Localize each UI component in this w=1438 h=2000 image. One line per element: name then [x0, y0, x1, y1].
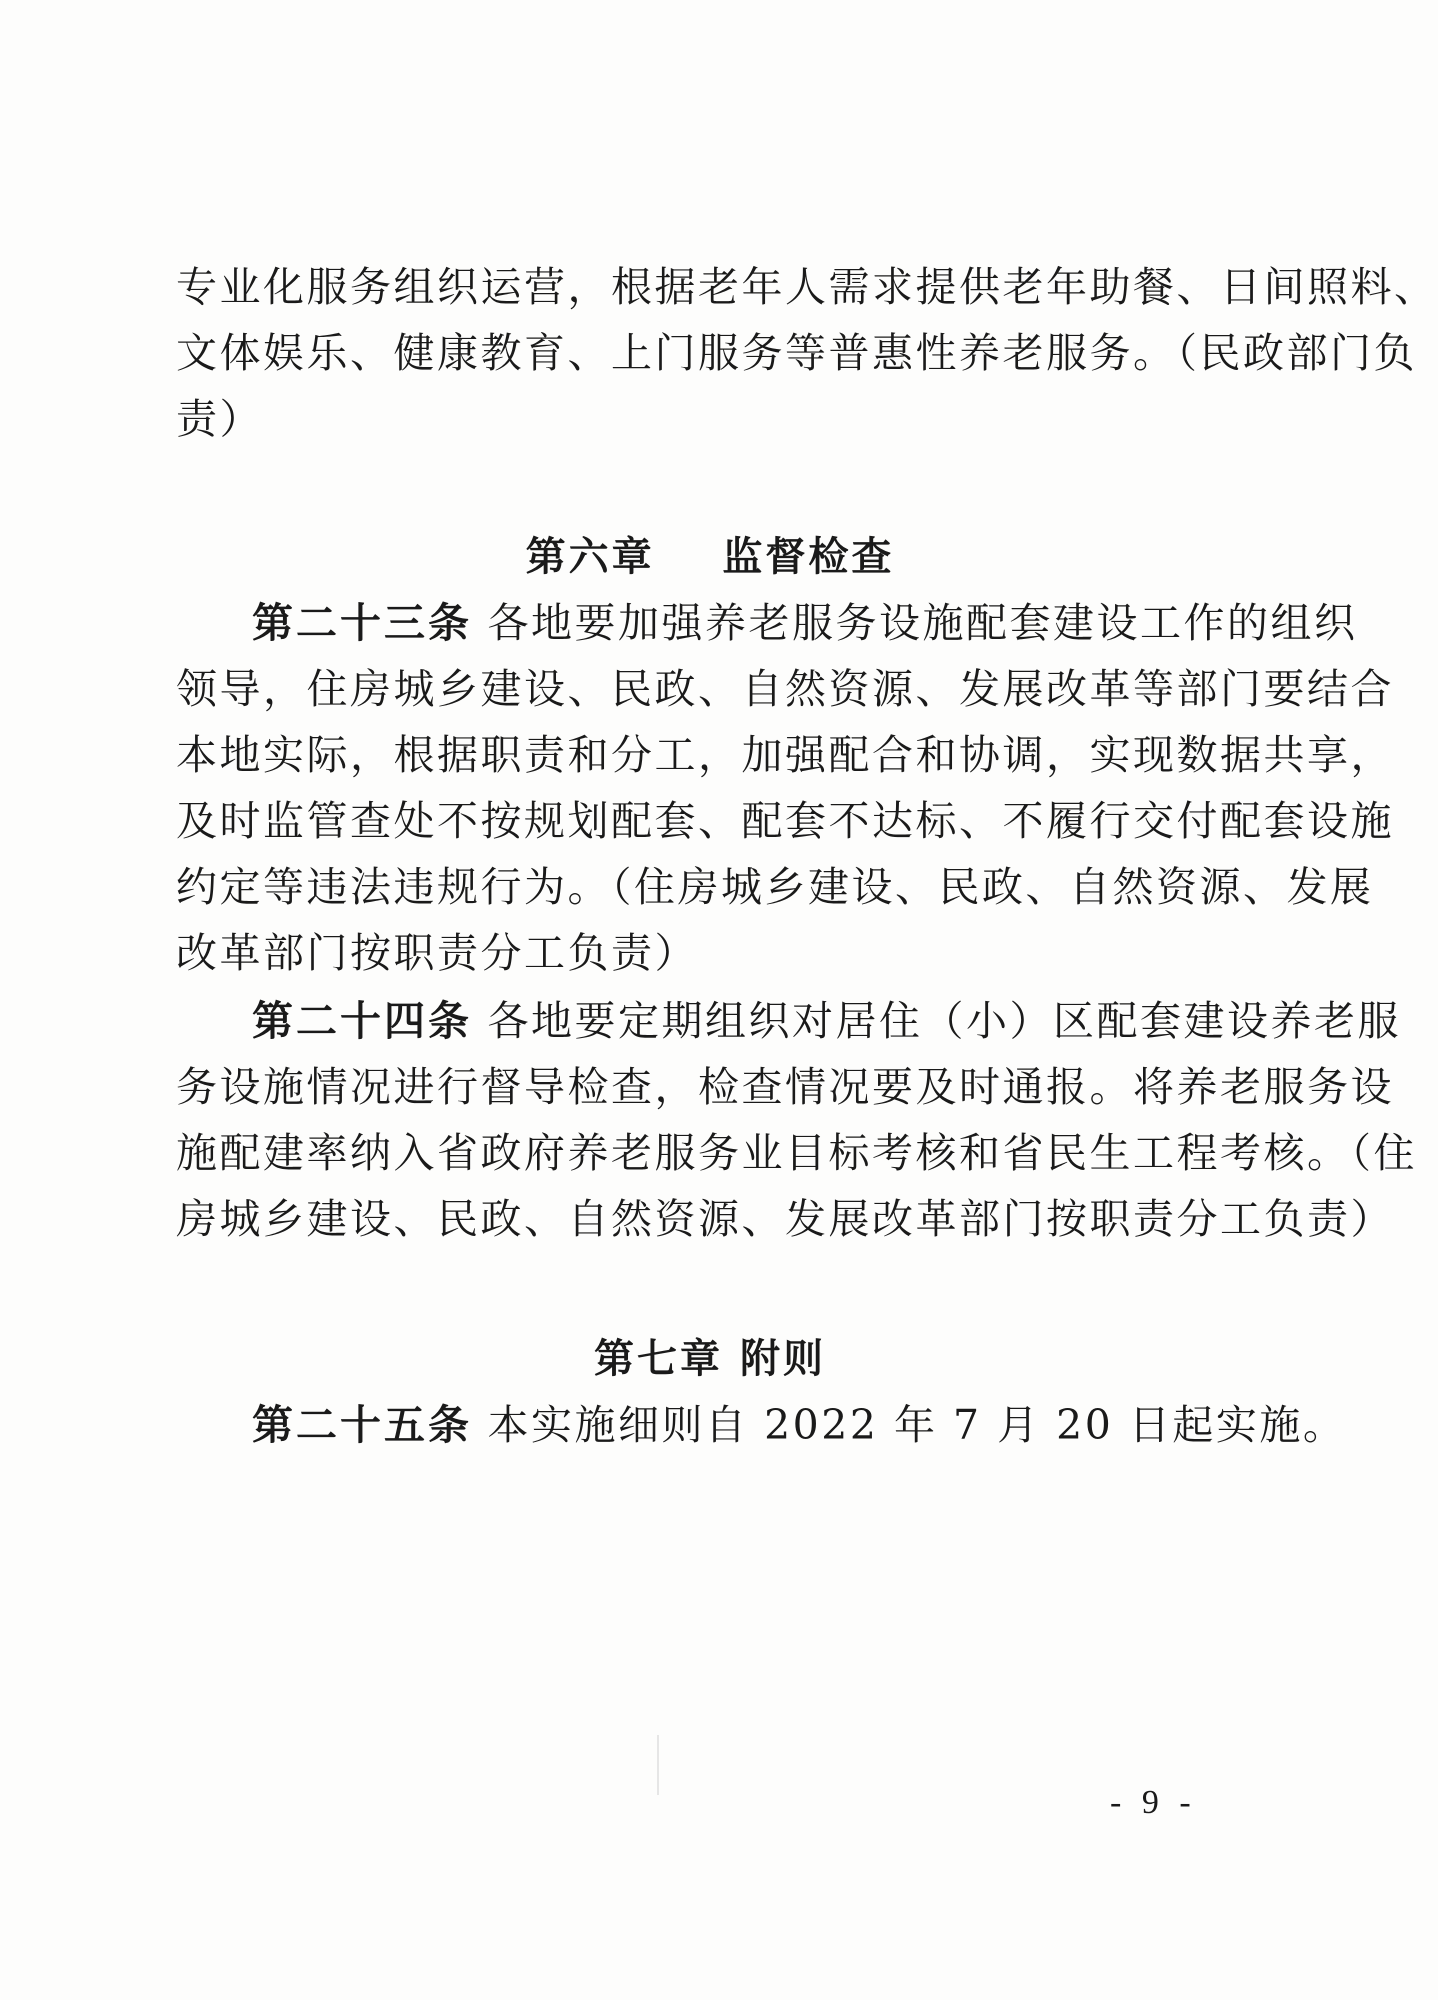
article-25-text: 本实施细则自 2022 年 7 月 20 日起实施。 — [472, 1401, 1347, 1449]
article-23-line-3: 本地实际，根据职责和分工，加强配合和协调，实现数据共享， — [176, 731, 1394, 779]
article-24-first-line — [252, 996, 1402, 1046]
intro-line-1: 专业化服务组织运营，根据老年人需求提供老年助餐、日间照料、 — [176, 263, 1438, 311]
article-24-label: 第二十四条 — [252, 997, 472, 1045]
article-23-first-line — [252, 598, 1358, 648]
article-23-line-5: 约定等违法违规行为。（住房城乡建设、民政、自然资源、发展 — [176, 863, 1374, 911]
chapter-6-title: 监督检查 — [722, 534, 895, 580]
article-25-label: 第二十五条 — [252, 1401, 472, 1449]
article-25-line — [252, 1400, 1347, 1450]
intro-line-3: 责） — [176, 395, 263, 443]
chapter-6-number: 第六章 — [525, 534, 655, 580]
article-24-line-4: 房城乡建设、民政、自然资源、发展改革部门按职责分工负责） — [176, 1195, 1394, 1243]
page-number: - 9 - — [1110, 1784, 1197, 1821]
chapter-7-heading — [0, 1334, 1420, 1384]
article-23-line-4: 及时监管查处不按规划配套、配套不达标、不履行交付配套设施 — [176, 797, 1394, 845]
article-23-text-1: 各地要加强养老服务设施配套建设工作的组织 — [472, 599, 1358, 647]
chapter-7-number: 第七章 — [594, 1336, 724, 1382]
chapter-6-heading — [0, 532, 1420, 582]
intro-line-2: 文体娱乐、健康教育、上门服务等普惠性养老服务。（民政部门负 — [176, 329, 1417, 377]
article-23-label: 第二十三条 — [252, 599, 472, 647]
article-24-text-1: 各地要定期组织对居住（小）区配套建设养老服 — [472, 997, 1402, 1045]
article-23-line-6: 改革部门按职责分工负责） — [176, 929, 698, 977]
chapter-7-title: 附则 — [739, 1336, 826, 1382]
article-23-line-2: 领导，住房城乡建设、民政、自然资源、发展改革等部门要结合 — [176, 665, 1394, 713]
article-24-line-2: 务设施情况进行督导检查，检查情况要及时通报。将养老服务设 — [176, 1063, 1394, 1111]
scan-artifact — [657, 1735, 659, 1795]
article-24-line-3: 施配建率纳入省政府养老服务业目标考核和省民生工程考核。（住 — [176, 1129, 1417, 1177]
